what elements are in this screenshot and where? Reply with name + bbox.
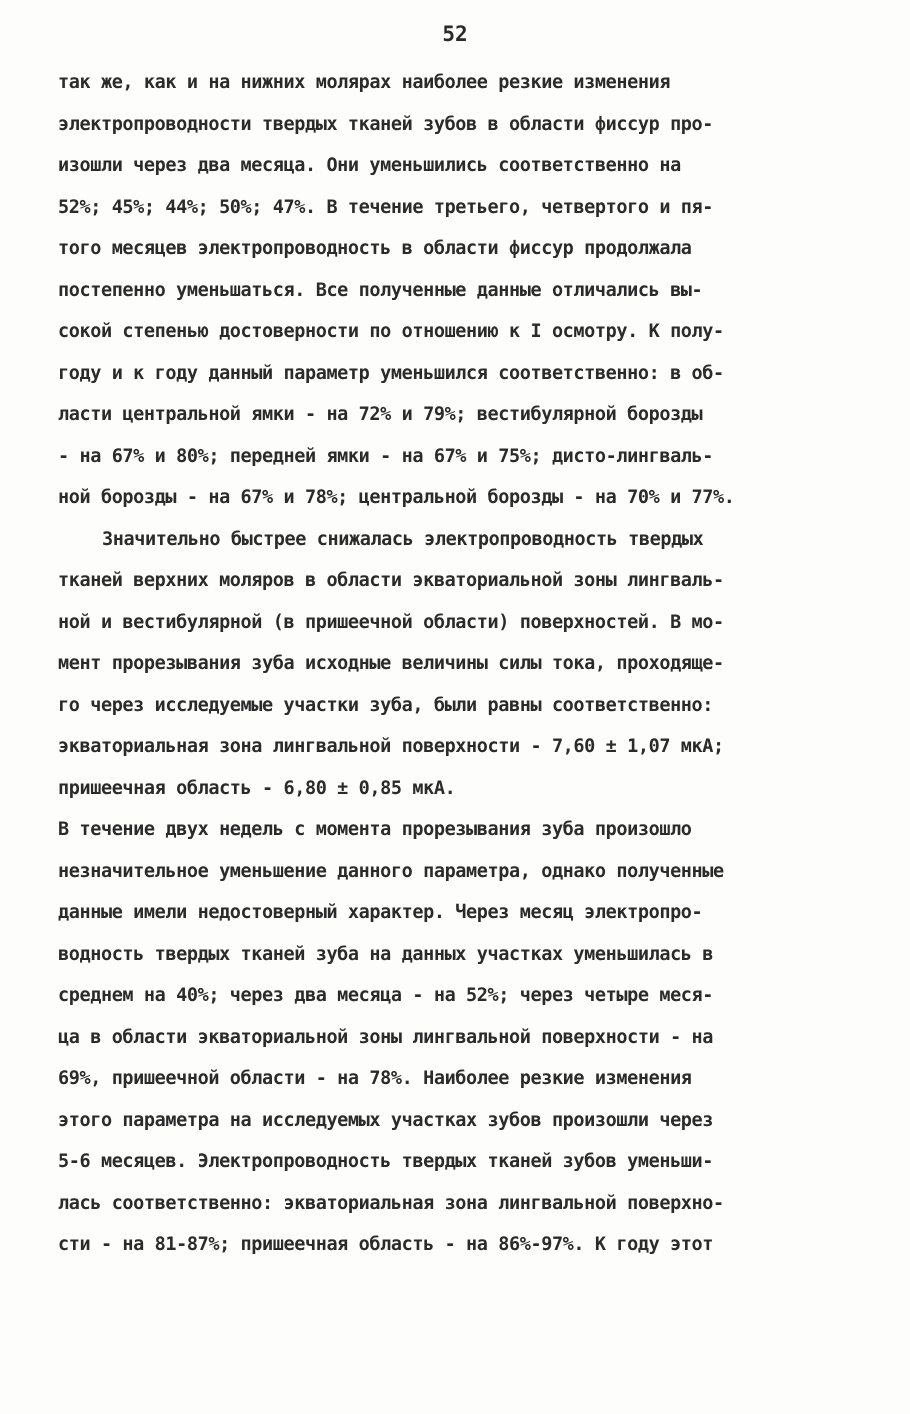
text-line: сти - на 81-87%; пришеечная область - на 86%-97%. К году этот <box>58 1234 714 1255</box>
text-line: тканей верхних моляров в области экваториальной зоны лингваль- <box>58 570 724 591</box>
text-line: этого параметра на исследуемых участках зубов произошли через <box>58 1109 714 1131</box>
text-line: 52%; 45%; 44%; 50%; 47%. В течение третьего, четвертого и пя- <box>58 196 714 218</box>
text-line: того месяцев электропроводность в области фиссур продолжала <box>58 238 692 259</box>
text-line: водность твердых тканей зуба на данных участках уменьшилась в <box>58 943 714 965</box>
text-line: незначительное уменьшение данного параметра, однако полученные <box>58 860 724 882</box>
paragraph-start-line: В течение двух недель с момента прорезывания зуба произошло <box>58 819 692 840</box>
text-line: мент прорезывания зуба исходные величины силы тока, проходяще- <box>58 653 724 674</box>
text-line: 69%, пришеечной области - на 78%. Наиболее резкие изменения <box>58 1068 692 1089</box>
text-line: сокой степенью достоверности по отношению к I осмотру. К полу- <box>58 321 724 342</box>
body-text <box>58 62 858 1266</box>
text-line: данные имели недостоверный характер. Через месяц электропро- <box>58 902 703 923</box>
text-line: ца в области экваториальной зоны лингвальной поверхности - на <box>58 1026 714 1048</box>
text-line: постепенно уменьшаться. Все полученные данные отличались вы- <box>58 279 703 301</box>
text-line: так же, как и на нижних молярах наиболее резкие изменения <box>58 72 671 93</box>
text-line: среднем на 40%; через два месяца - на 52%; через четыре меся- <box>58 985 714 1006</box>
text-line: - на 67% и 80%; передней ямки - на 67% и 75%; дисто-лингваль- <box>58 445 714 467</box>
text-line: ной и вестибулярной (в пришеечной области) поверхностей. В мо- <box>58 611 724 633</box>
text-line: ласти центральной ямки - на 72% и 79%; вестибулярной борозды <box>58 404 703 425</box>
text-line: 5-6 месяцев. Электропроводность твердых тканей зубов уменьши- <box>58 1151 714 1172</box>
text-line: лась соответственно: экваториальная зона лингвальной поверхно- <box>58 1192 724 1214</box>
text-line: изошли через два месяца. Они уменьшились соответственно на <box>58 155 681 176</box>
text-line: году и к году данный параметр уменьшился соответственно: в об- <box>58 362 724 384</box>
text-line: электропроводности твердых тканей зубов в области фиссур про- <box>58 113 714 135</box>
text-line: го через исследуемые участки зуба, были равны соответственно: <box>58 694 714 716</box>
text-line: экваториальная зона лингвальной поверхности - 7,60 ± 1,07 мкА; <box>58 736 724 757</box>
paragraph-start-line: Значительно быстрее снижалась электропроводность твердых <box>102 528 704 550</box>
page-number: 52 <box>442 22 468 46</box>
text-line: пришеечная область - 6,80 ± 0,85 мкА. <box>58 777 456 799</box>
text-line: ной борозды - на 67% и 78%; центральной борозды - на 70% и 77%. <box>58 487 735 508</box>
